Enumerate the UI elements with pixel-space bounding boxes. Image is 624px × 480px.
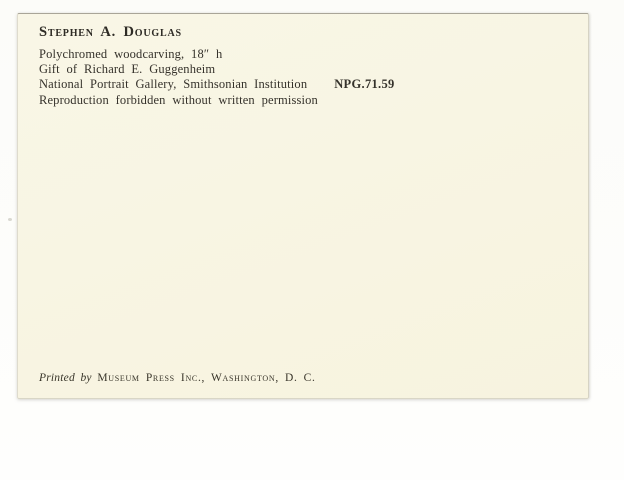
medium-line: Polychromed woodcarving, 18″ h <box>39 47 223 61</box>
printer-line <box>39 372 316 384</box>
scan-speck <box>8 218 12 221</box>
printed-by-text: Printed by <box>39 372 92 384</box>
institution-line: National Portrait Gallery, Smithsonian Institution <box>39 77 308 92</box>
gift-line: Gift of Richard E. Guggenheim <box>39 62 216 77</box>
accession-number: NPG.71.59 <box>334 77 395 92</box>
institution-row <box>39 77 559 92</box>
postcard-back <box>17 13 589 399</box>
reproduction-line: Reproduction forbidden without written permission <box>39 92 318 107</box>
artwork-title: Stephen A. Douglas <box>39 24 182 40</box>
credit-label-block <box>39 24 559 108</box>
printer-name: Museum Press Inc., Washington, D. C. <box>97 372 316 384</box>
